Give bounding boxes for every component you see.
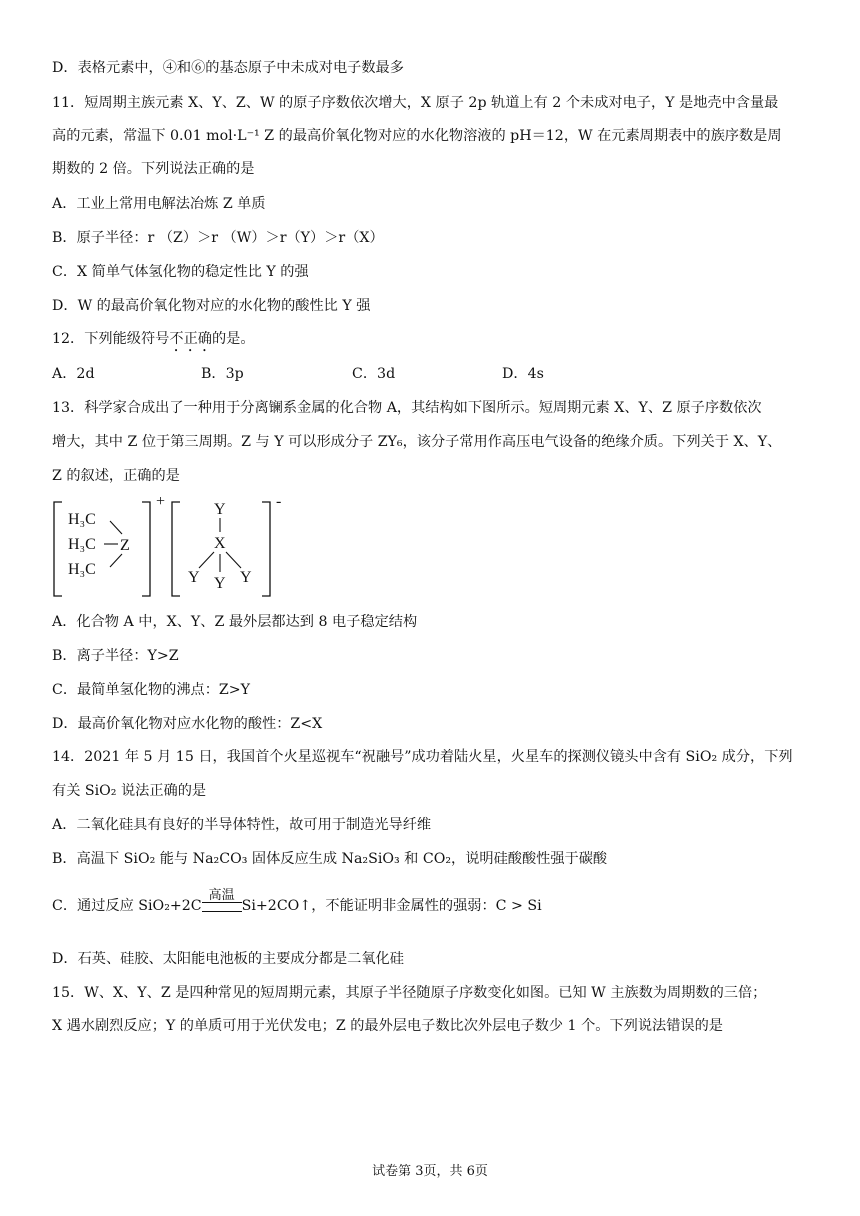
q14-option-d: D．石英、硅胶、太阳能电池板的主要成分都是二氧化硅 bbox=[52, 951, 404, 967]
methyl-group-2: H₃C bbox=[68, 536, 96, 553]
q14-option-b: B．高温下 SiO₂ 能与 Na₂CO₃ 固体反应生成 Na₂SiO₃ 和 CO₂，说明硅酸酸性强于碳酸 bbox=[52, 851, 608, 867]
q12-option-c: C．3d bbox=[352, 366, 396, 382]
q12-option-b: B．3p bbox=[201, 366, 244, 382]
q12-stem-emphasis: 不正确 bbox=[169, 331, 212, 347]
left-bracket-open bbox=[54, 502, 62, 596]
cation-charge: + bbox=[156, 493, 166, 510]
bond-3 bbox=[110, 554, 122, 567]
q11-stem-line1: 11．短周期主族元素 X、Y、Z、W 的原子序数依次增大，X 原子 2p 轨道上有 2 个未成对电子，Y 是地壳中含量最 bbox=[52, 95, 779, 111]
atom-y-right: Y bbox=[240, 569, 252, 586]
q14-option-a: A．二氧化硅具有良好的半导体特性，故可用于制造光导纤维 bbox=[52, 817, 432, 833]
anion-charge: - bbox=[276, 493, 282, 510]
q11-stem-line2: 高的元素，常温下 0.01 mol·L⁻¹ Z 的最高价氧化物对应的水化物溶液的 pH＝12，W 在元素周期表中的族序数是周 bbox=[52, 128, 782, 144]
q12-stem-pre: 12．下列能级符号 bbox=[52, 331, 170, 347]
q11-option-c: C．X 简单气体氢化物的稳定性比 Y 的强 bbox=[52, 264, 309, 280]
q13-stem-line1: 13．科学家合成出了一种用于分离镧系金属的化合物 A，其结构如下图所示。短周期元素 X、Y、Z 原子序数依次 bbox=[52, 400, 762, 416]
methyl-group-3: H₃C bbox=[68, 561, 96, 578]
q13-stem-line3: Z 的叙述，正确的是 bbox=[52, 468, 180, 484]
bond-x-y-right bbox=[226, 552, 241, 568]
methyl-group-1: H₃C bbox=[68, 511, 96, 528]
q15-stem-line2: X 遇水剧烈反应；Y 的单质可用于光伏发电；Z 的最外层电子数比次外层电子数少 1 个。下列说法错误的是 bbox=[52, 1018, 723, 1034]
q12-stem bbox=[52, 329, 820, 355]
page-footer: 试卷第 3页，共 6页 bbox=[372, 1164, 488, 1179]
reaction-condition-label: 高温 bbox=[208, 888, 235, 903]
q12-option-a: A．2d bbox=[52, 366, 95, 382]
q10-option-d: D．表格元素中，④和⑥的基态原子中未成对电子数最多 bbox=[52, 60, 404, 76]
q14-option-c-pre: C．通过反应 SiO₂+2C bbox=[52, 898, 202, 914]
compound-a-structure bbox=[52, 494, 292, 604]
q14-option-c bbox=[52, 888, 542, 916]
q13-option-a: A．化合物 A 中，X、Y、Z 最外层都达到 8 电子稳定结构 bbox=[52, 614, 418, 630]
q14-option-c-post: Si+2CO↑，不能证明非金属性的强弱：C > Si bbox=[241, 898, 542, 914]
q11-option-b: B．原子半径：r （Z）＞r （W）＞r（Y）＞r（X） bbox=[52, 230, 384, 246]
bond-1 bbox=[110, 521, 122, 534]
q11-option-a: A．工业上常用电解法冶炼 Z 单质 bbox=[52, 196, 266, 212]
q12-stem-post: 的是。 bbox=[211, 331, 255, 347]
atom-y-bottom: Y bbox=[214, 575, 226, 592]
right-bracket-close bbox=[262, 502, 270, 596]
q15-stem-line1: 15．W、X、Y、Z 是四种常见的短周期元素，其原子半径随原子序数变化如图。已知 W 主族数为周期数的三倍； bbox=[52, 985, 767, 1001]
q13-stem-line2: 增大，其中 Z 位于第三周期。Z 与 Y 可以形成分子 ZY₆，该分子常用作高压电气设备的绝缘介质。下列关于 X、Y、 bbox=[52, 434, 782, 450]
q14-stem-line1: 14．2021 年 5 月 15 日，我国首个火星巡视车“祝融号”成功着陆火星，火星车的探测仪镜头中含有 SiO₂ 成分，下列 bbox=[52, 749, 793, 765]
right-bracket-open bbox=[172, 502, 180, 596]
q11-stem-line3: 期数的 2 倍。下列说法正确的是 bbox=[52, 161, 255, 177]
atom-y-left: Y bbox=[188, 569, 200, 586]
q11-option-d: D．W 的最高价氧化物对应的水化物的酸性比 Y 强 bbox=[52, 298, 371, 314]
compound-a-svg bbox=[52, 494, 292, 604]
q13-option-d: D．最高价氧化物对应水化物的酸性：Z<X bbox=[52, 716, 323, 732]
atom-x: X bbox=[214, 535, 226, 552]
left-bracket-close bbox=[142, 502, 150, 596]
atom-y-top: Y bbox=[214, 501, 226, 518]
q13-option-c: C．最简单氢化物的沸点：Z>Y bbox=[52, 682, 251, 698]
reaction-condition bbox=[202, 888, 242, 916]
q14-stem-line2: 有关 SiO₂ 说法正确的是 bbox=[52, 783, 207, 799]
bond-x-y-left bbox=[199, 552, 214, 568]
q13-option-b: B．离子半径：Y>Z bbox=[52, 648, 179, 664]
q12-option-d: D．4s bbox=[502, 366, 544, 382]
atom-z: Z bbox=[120, 537, 130, 554]
